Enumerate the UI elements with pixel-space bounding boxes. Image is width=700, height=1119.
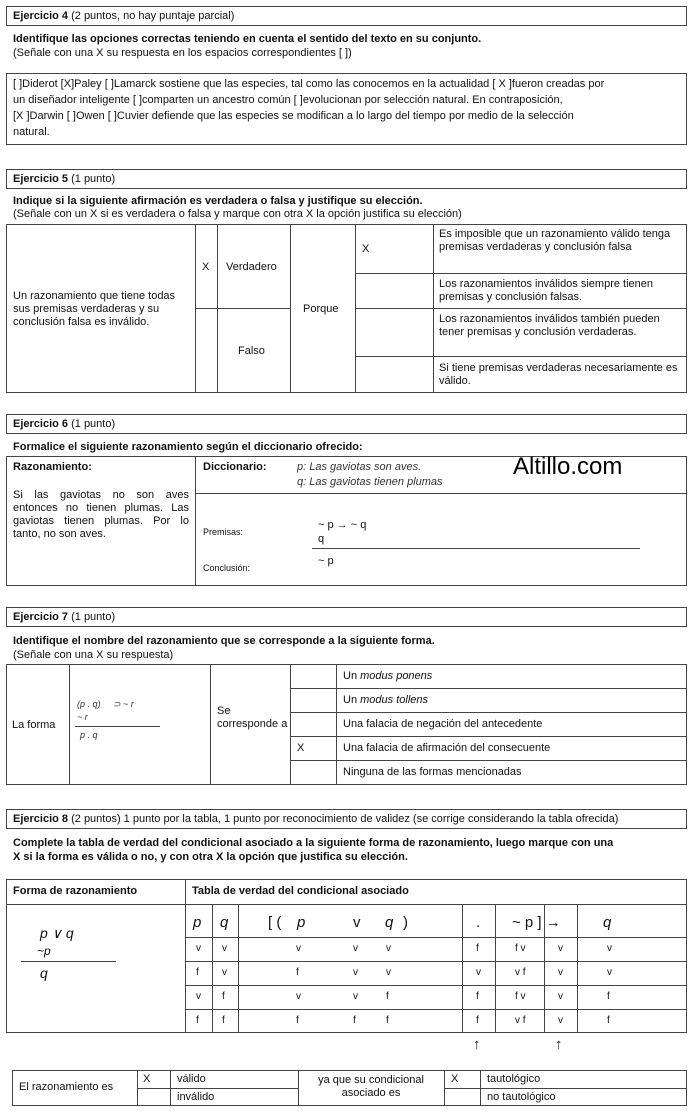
- ex8-cell: v: [386, 943, 391, 954]
- ex6-title: Ejercicio 6: [13, 418, 69, 430]
- ex7-title: Ejercicio 7: [13, 611, 69, 623]
- ex4-line-3: [X ]Darwin [ ]Owen [ ]Cuvier defiende que las especies se modifican a lo largo del tiempo por medio de la selección: [13, 110, 574, 122]
- ex8-cell: v: [222, 967, 227, 978]
- arrow-up-icon: ↑: [555, 1036, 563, 1053]
- ex6-instruction: Formalice el siguiente razonamiento según el diccionario ofrecido:: [13, 441, 363, 453]
- ex6-diccionario-label: Diccionario:: [203, 461, 267, 473]
- ex5-instruction-note: (Señale con un X si es verdadera o falsa y marque con otra X la opción justifica su elección): [13, 208, 462, 220]
- ex5-option-4: Si tiene premisas verdaderas necesariamente es válido.: [439, 362, 678, 387]
- ex8-cell: v: [558, 1015, 563, 1026]
- altillo-logo: Altillo.com: [513, 453, 623, 480]
- ex5-option-2: Los razonamientos inválidos siempre tienen premisas y conclusión falsas.: [439, 278, 654, 303]
- ex8-cell: f: [296, 1015, 299, 1026]
- ex8-cell: f: [607, 1015, 610, 1026]
- ex5-statement: Un razonamiento que tiene todas sus premisas verdaderas y su conclusión falsa es inválido.: [13, 290, 176, 328]
- ex8-form-line-3: q: [40, 965, 48, 981]
- ex8-ya-que: ya que su condicional asociado es: [318, 1074, 424, 1099]
- ex7-option-1: Un modus ponens: [343, 670, 433, 682]
- ex6-conclusion: ~ p: [318, 555, 334, 567]
- ex7-option-3: Una falacia de negación del antecedente: [343, 718, 543, 730]
- ex8-head-open: [ (: [268, 914, 282, 931]
- ex8-cell: f: [476, 991, 479, 1002]
- ex8-no-tautologico: no tautológico: [487, 1091, 556, 1103]
- ex8-cell: f v: [515, 943, 526, 954]
- ex7-form-line-2: ~ r: [77, 712, 88, 722]
- ex5-header: [6, 169, 687, 189]
- ex4-title: Ejercicio 4: [13, 10, 69, 22]
- ex8-head-cons-q: q: [603, 914, 612, 931]
- ex8-cell: f: [196, 1015, 199, 1026]
- ex8-head-q: q: [220, 914, 229, 931]
- ex8-cell: f: [196, 967, 199, 978]
- ex4-instruction-note: (Señale con una X su respuesta en los espacios correspondientes [ ]): [13, 47, 352, 59]
- ex6-razonamiento-label: Razonamiento:: [13, 461, 92, 473]
- ex8-cell: v: [296, 991, 301, 1002]
- arrow-up-icon: ↑: [473, 1036, 481, 1053]
- ex6-premisas-label: Premisas:: [203, 527, 244, 537]
- ex8-cell: v: [196, 991, 201, 1002]
- ex6-premisa-2: q: [318, 533, 325, 545]
- ex6-conclusion-label: Conclusión:: [203, 563, 251, 573]
- ex5-option-3: Los razonamientos inválidos también pueden tener premisas y conclusión verdaderas.: [439, 313, 660, 338]
- ex8-cell: f: [386, 1015, 389, 1026]
- ex4-answer-box: [6, 73, 687, 145]
- ex8-cell: v: [296, 943, 301, 954]
- ex4-line-4: natural.: [13, 126, 50, 138]
- ex7-form-line-3: p . q: [80, 730, 98, 740]
- ex5-porque: Porque: [303, 303, 339, 315]
- ex8-cell: v: [558, 967, 563, 978]
- ex8-cell: f v: [515, 991, 526, 1002]
- ex8-instruction-1: Complete la tabla de verdad del condicional asociado a la siguiente forma de razonamiento, luego marque con una: [13, 837, 614, 849]
- ex8-cell: v: [607, 967, 612, 978]
- ex8-head-vee: v: [353, 914, 361, 931]
- ex8-cell: f: [296, 967, 299, 978]
- ex8-form-line-2: ~p: [37, 944, 51, 958]
- ex8-cell: f: [222, 991, 225, 1002]
- ex8-head-p: p: [193, 914, 202, 931]
- ex8-head-neg-p: ~ p ] →: [512, 914, 561, 931]
- ex7-header: [6, 607, 687, 627]
- ex8-valido: válido: [177, 1073, 206, 1085]
- ex4-line-1: [ ]Diderot [X]Paley [ ]Lamarck sostiene que las especies, tal como las conocemos en la actualidad [ X ]fueron creadas por: [13, 78, 605, 90]
- ex8-cell: f: [222, 1015, 225, 1026]
- ex8-cell: v: [476, 967, 481, 978]
- ex8-head-dot: .: [476, 914, 481, 931]
- ex8-cell: v: [386, 967, 391, 978]
- ex8-header: [6, 809, 687, 829]
- ex5-option-1-mark[interactable]: X: [362, 243, 370, 255]
- ex8-cell: f: [607, 991, 610, 1002]
- ex8-cell: v: [222, 943, 227, 954]
- ex8-instruction-2: X si la forma es válida o no, y con otra X la opción que justifica su elección.: [13, 851, 408, 863]
- ex8-cell: v: [558, 991, 563, 1002]
- ex5-mark-true[interactable]: X: [202, 261, 210, 273]
- ex7-instruction-note: (Señale con una X su respuesta): [13, 649, 174, 661]
- ex8-cell: v: [353, 967, 358, 978]
- ex8-cell: f: [476, 943, 479, 954]
- ex5-option-1: Es imposible que un razonamiento válido tenga premisas verdaderas y conclusión falsa: [439, 228, 671, 253]
- ex8-cell: f: [353, 1015, 356, 1026]
- ex6-dict-p: p: Las gaviotas son aves.: [297, 461, 422, 473]
- ex8-result-label: El razonamiento es: [19, 1081, 114, 1093]
- ex5-instruction: Indique si la siguiente afirmación es verdadera o falsa y justifique su elección.: [13, 195, 423, 207]
- ex8-cell: v: [353, 943, 358, 954]
- ex8-head-close: ): [403, 914, 408, 931]
- ex6-razonamiento-text: Si las gaviotas no son aves entonces no tienen plumas. Las gaviotas tienen plumas. Por lo tanto, no son aves.: [13, 489, 189, 540]
- ex8-invalido: inválido: [177, 1091, 215, 1103]
- ex7-option-2: Un modus tollens: [343, 694, 428, 706]
- ex4-points: (2 puntos, no hay puntaje parcial): [68, 10, 235, 22]
- ex5-label-true: Verdadero: [226, 261, 277, 273]
- ex8-tautologico: tautológico: [487, 1073, 541, 1085]
- ex8-col2-header: Tabla de verdad del condicional asociado: [192, 885, 409, 897]
- ex8-cell: f: [476, 1015, 479, 1026]
- ex8-col1-header: Forma de razonamiento: [13, 885, 138, 897]
- ex7-la-forma: La forma: [12, 719, 56, 731]
- ex7-points: (1 punto): [68, 611, 116, 623]
- ex7-option-4-mark[interactable]: X: [297, 742, 305, 754]
- ex8-mark-tautologico[interactable]: X: [451, 1073, 459, 1085]
- ex5-label-false: Falso: [238, 345, 265, 357]
- ex8-mark-valido[interactable]: X: [143, 1073, 151, 1085]
- ex6-points: (1 punto): [68, 418, 116, 430]
- ex8-title: Ejercicio 8: [13, 813, 69, 825]
- ex7-se-corresponde: Se corresponde a: [217, 705, 288, 730]
- ex8-cell: v f: [515, 967, 526, 978]
- ex8-points: (2 puntos) 1 punto por la tabla, 1 punto por reconocimiento de validez (se corrige considerando la tabla ofrecida): [68, 813, 619, 825]
- ex7-form-line-1: (p . q) ⊃ ~ r: [77, 699, 134, 709]
- ex7-option-5: Ninguna de las formas mencionadas: [343, 766, 522, 778]
- ex8-cell: v f: [515, 1015, 526, 1026]
- ex4-instruction: Identifique las opciones correctas teniendo en cuenta el sentido del texto en su conjunto.: [13, 33, 482, 45]
- ex8-head-inner-q: q: [385, 914, 394, 931]
- ex8-cell: v: [558, 943, 563, 954]
- ex4-line-2: un diseñador inteligente [ ]comparten un ancestro común [ ]evolucionan por selección natural. En contraposición,: [13, 94, 563, 106]
- ex5-title: Ejercicio 5: [13, 173, 69, 185]
- ex8-cell: v: [196, 943, 201, 954]
- ex6-dict-q: q: Las gaviotas tienen plumas: [297, 476, 443, 488]
- ex7-option-4: Una falacia de afirmación del consecuente: [343, 742, 551, 754]
- ex8-cell: v: [607, 943, 612, 954]
- ex4-header: [6, 6, 687, 26]
- ex5-points: (1 punto): [68, 173, 116, 185]
- ex8-form-line-1: p ∨ q: [40, 925, 74, 941]
- ex7-instruction: Identifique el nombre del razonamiento que se corresponde a la siguiente forma.: [13, 635, 435, 647]
- ex6-premisa-1: ~ p → ~ q: [318, 519, 367, 531]
- ex8-cell: v: [353, 991, 358, 1002]
- ex8-head-inner-p: p: [297, 914, 306, 931]
- ex8-cell: f: [386, 991, 389, 1002]
- ex6-header: [6, 414, 687, 434]
